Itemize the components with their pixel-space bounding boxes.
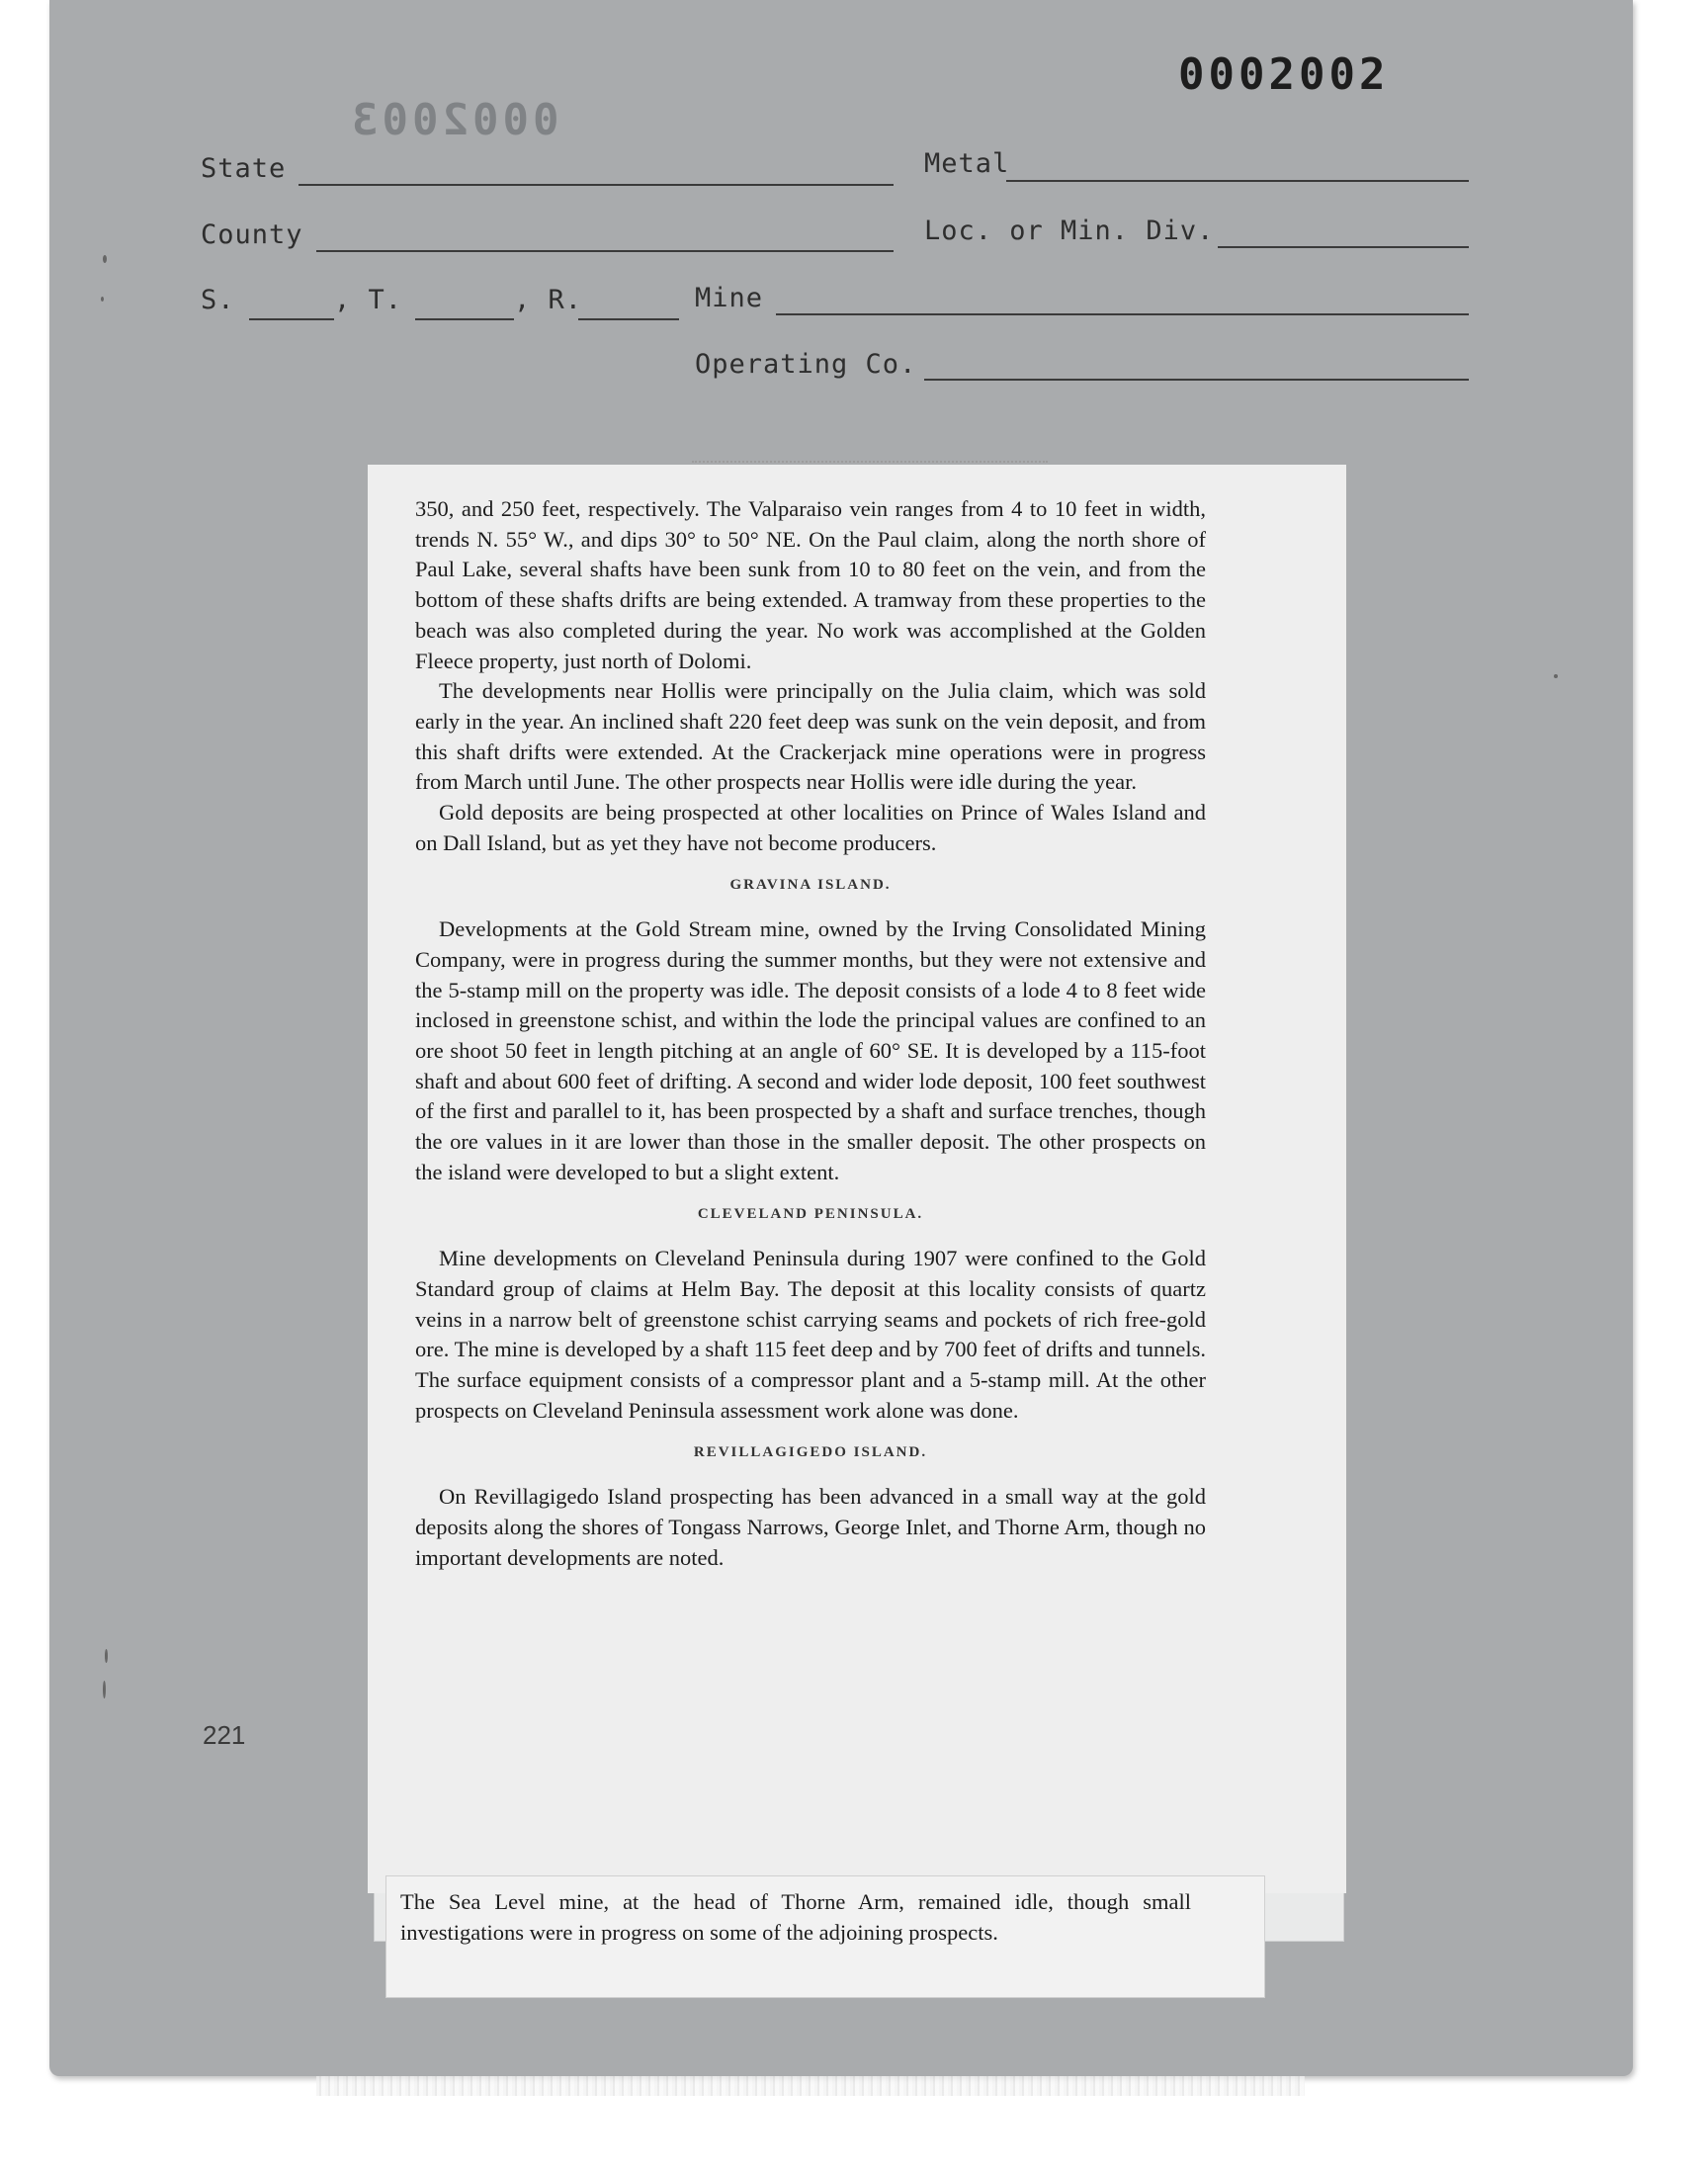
scan-speck: [103, 255, 107, 263]
section-field-line: [249, 318, 334, 320]
metal-field-line: [1006, 180, 1469, 182]
loc-field-line: [1218, 246, 1469, 248]
metal-label: Metal: [924, 148, 1010, 179]
clipping-cut-edge: [692, 461, 1048, 473]
scan-speck: [103, 1681, 106, 1698]
county-label: County: [201, 219, 303, 250]
paragraph-prince-of-wales: Gold deposits are being prospected at other localities on Prince of Wales Island and on Dall Island, but as yet they have not become producers.: [415, 800, 1206, 855]
second-clipping-body: [400, 1887, 1191, 1948]
loc-label: Loc. or Min. Div.: [924, 216, 1215, 246]
state-label: State: [201, 153, 287, 184]
paragraph-gold-stream: Developments at the Gold Stream mine, owned by the Irving Consolidated Mining Company, were in progress during the summer months, but they were not extensive and the 5-stamp mill on the property was idle. The deposit consists of a lode 4 to 8 feet wide inclosed in greenstone schist, and within the lode the principal values are confined to an ore shoot 50 feet in length pitching at an angle of 60° SE. It is developed by a 115-foot shaft and about 600 feet of drifting. A second and wider lode deposit, 100 feet southwest of the first and parallel to it, has been prospected by a shaft and surface trenches, though the ore values in it are lower than those in the smaller deposit. The other prospects on the island were developed to but a slight extent.: [415, 916, 1206, 1184]
state-field-line: [299, 184, 894, 186]
scan-speck: [105, 1649, 108, 1663]
operating-co-label: Operating Co.: [695, 349, 917, 380]
township-label: , T.: [334, 285, 403, 315]
paragraph-sea-level: The Sea Level mine, at the head of Thorne Arm, remained idle, though small investigations were in progress on some of the adjoining prospects.: [400, 1889, 1191, 1945]
range-field-line: [578, 318, 679, 320]
heading-gravina-island: GRAVINA ISLAND.: [729, 877, 892, 894]
article-body: [415, 494, 1206, 1573]
mine-label: Mine: [695, 283, 764, 313]
township-field-line: [415, 318, 514, 320]
paragraph-valparaiso: 350, and 250 feet, respectively. The Valparaiso vein ranges from 4 to 10 feet in width, trends N. 55° W., and dips 30° to 50° NE. On the Paul claim, along the north shore of Paul Lake, several shafts have been sunk from 10 to 80 feet on the vein, and from the bottom of these shafts drifts are being extended. A tramway from these properties to the beach was also completed during the year. No work was accomplished at the Golden Fleece property, just north of Dolomi.: [415, 496, 1206, 673]
range-label: , R.: [514, 285, 583, 315]
section-label: S.: [201, 285, 235, 315]
heading-cleveland-peninsula: CLEVELAND PENINSULA.: [697, 1206, 924, 1223]
mine-field-line: [776, 313, 1469, 315]
heading-revillagigedo-island: REVILLAGIGEDO ISLAND.: [693, 1444, 928, 1461]
mirrored-stamp: 0002003: [348, 95, 559, 145]
county-field-line: [316, 250, 894, 252]
paragraph-revillagigedo: On Revillagigedo Island prospecting has been advanced in a small way at the gold deposits along the shores of Tongass Narrows, George Inlet, and Thorne Arm, though no important developments are noted.: [415, 1484, 1206, 1570]
paragraph-hollis: The developments near Hollis were principally on the Julia claim, which was sold early in the year. An inclined shaft 220 feet deep was sunk on the vein deposit, and from this shaft drifts were extended. At the Crackerjack mine operations were in progress from March until June. The other prospects near Hollis were idle during the year.: [415, 678, 1206, 795]
page-number: 221: [203, 1720, 246, 1750]
scan-edge-artifact: [316, 2076, 1305, 2096]
operating-co-field-line: [924, 379, 1469, 381]
scan-speck: [101, 297, 104, 302]
scan-speck: [1554, 674, 1558, 678]
document-number: 0002002: [1178, 49, 1390, 100]
paragraph-cleveland: Mine developments on Cleveland Peninsula during 1907 were confined to the Gold Standard group of claims at Helm Bay. The deposit at this locality consists of quartz veins in a narrow belt of greenstone schist carrying seams and pockets of rich free-gold ore. The mine is developed by a shaft 115 feet deep and by 700 feet of drifts and tunnels. The surface equipment consists of a compressor plant and a 5-stamp mill. At the other prospects on Cleveland Peninsula assessment work alone was done.: [415, 1246, 1206, 1423]
